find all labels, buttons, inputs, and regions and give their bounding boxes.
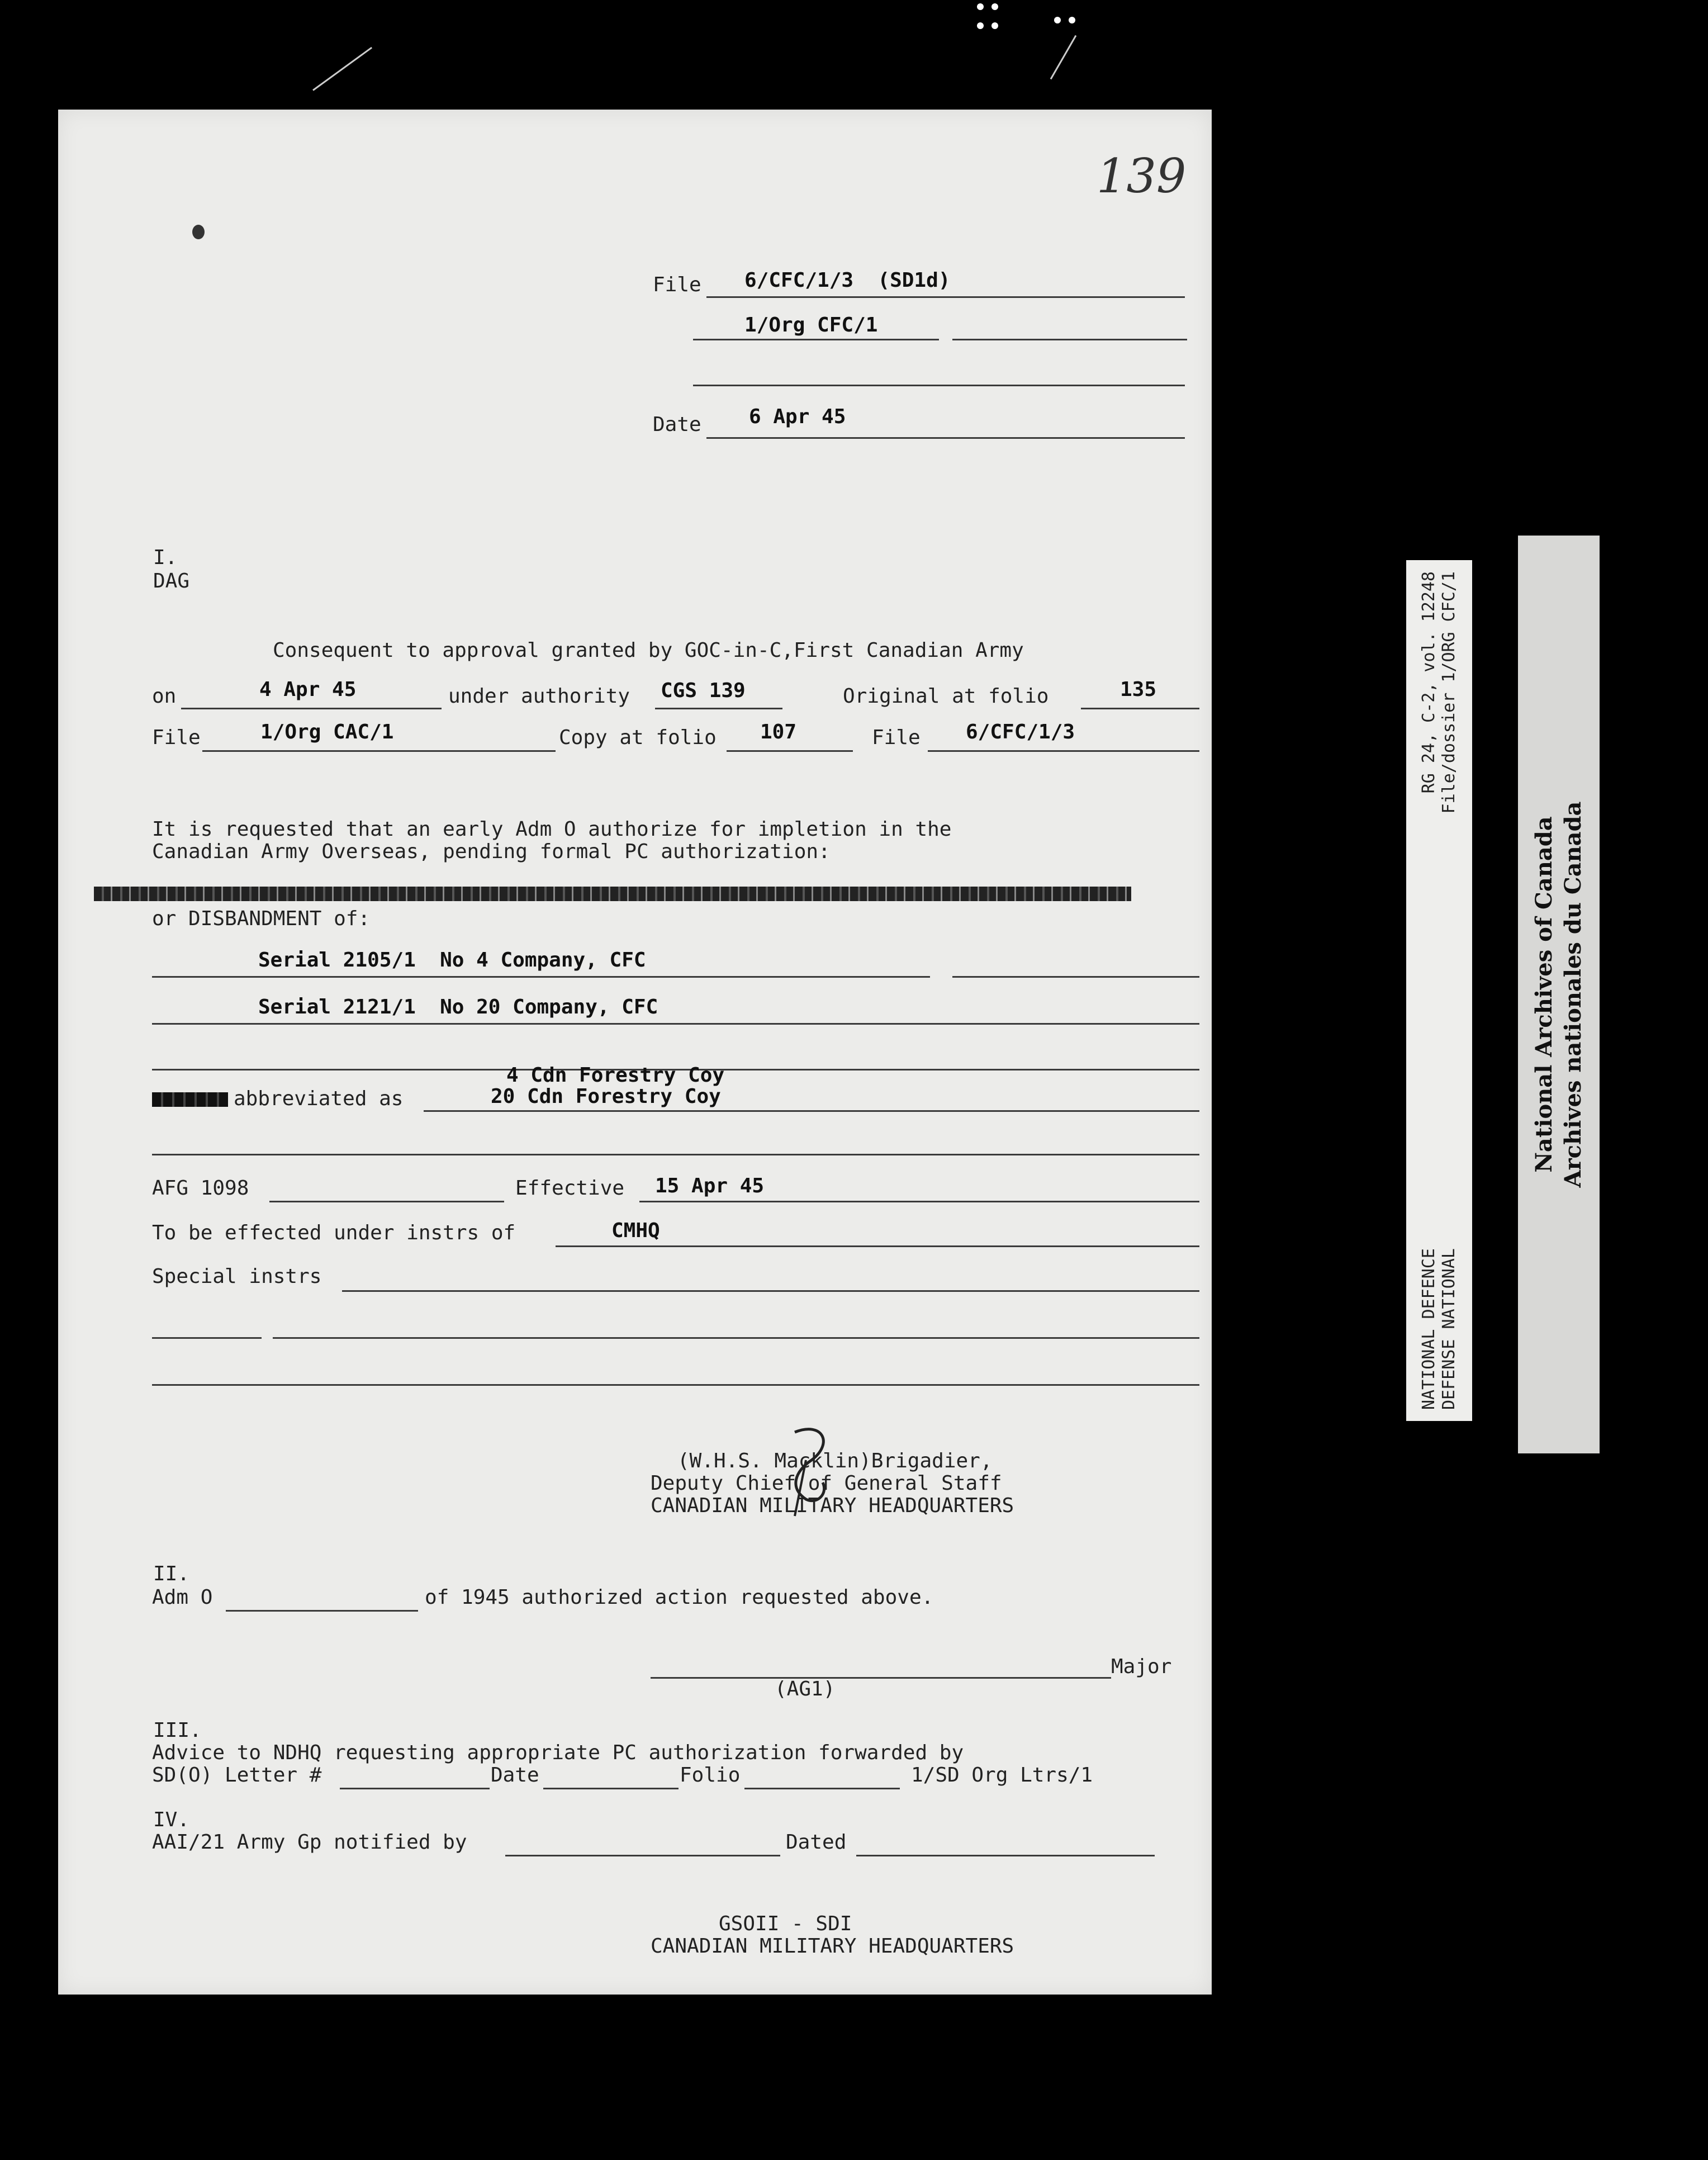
handwritten-signature xyxy=(772,1421,845,1522)
signature-line-1: (W.H.S. Macklin)Brigadier, xyxy=(677,1450,993,1472)
file-ref-1: 6/CFC/1/3 (SD1d) xyxy=(744,269,951,292)
part2-numeral: II. xyxy=(153,1562,190,1585)
intro-text: Consequent to approval granted by GOC-in-C,First Canadian Army xyxy=(273,639,1024,662)
signature-line-3: CANADIAN MILITARY HEADQUARTERS xyxy=(651,1494,1014,1517)
effective-label: Effective xyxy=(515,1177,625,1200)
rule xyxy=(152,976,930,978)
part3-ref: 1/SD Org Ltrs/1 xyxy=(911,1764,1093,1787)
adm-label: Adm O xyxy=(152,1586,213,1609)
footer-line-1: GSOII - SDI xyxy=(719,1912,852,1935)
rule xyxy=(556,1245,1199,1247)
copy-value: 107 xyxy=(760,721,797,743)
on-value: 4 Apr 45 xyxy=(259,678,357,701)
archive-reference-label xyxy=(1406,560,1472,1421)
copy-label: Copy at folio xyxy=(559,726,717,749)
footer-line-2: CANADIAN MILITARY HEADQUARTERS xyxy=(651,1935,1014,1958)
scan-dot xyxy=(991,3,998,10)
rule xyxy=(1081,708,1199,709)
file-ref-2: 1/Org CFC/1 xyxy=(744,314,878,337)
addressee: DAG xyxy=(153,570,190,593)
archive-ref-line-3: NATIONAL DEFENCE xyxy=(1419,1248,1439,1410)
original-value: 135 xyxy=(1120,678,1157,701)
ink-spot xyxy=(192,225,205,239)
scan-dot xyxy=(1054,17,1061,23)
serial-1: Serial 2105/1 No 4 Company, CFC xyxy=(258,949,646,972)
date-label: Date xyxy=(653,413,701,436)
file-label-2: File xyxy=(152,726,201,749)
rule xyxy=(952,976,1199,978)
authority-label: under authority xyxy=(448,685,630,708)
abbrev-1: 4 Cdn Forestry Coy xyxy=(506,1064,725,1087)
scan-dot xyxy=(977,3,984,10)
part3-date-label: Date xyxy=(491,1764,539,1787)
rule xyxy=(639,1201,1199,1202)
part2-text: of 1945 authorized action requested above. xyxy=(425,1586,934,1609)
instrs-value: CMHQ xyxy=(611,1219,660,1242)
notified-label: AAI/21 Army Gp notified by xyxy=(152,1831,467,1854)
rule xyxy=(273,1337,1199,1339)
abbrev-2: 20 Cdn Forestry Coy xyxy=(491,1085,721,1108)
folio-label: Folio xyxy=(680,1764,741,1787)
rule xyxy=(152,1023,1199,1025)
effective-value: 15 Apr 45 xyxy=(655,1174,765,1197)
rule xyxy=(928,750,1199,752)
rule xyxy=(693,385,1185,386)
scan-scratch xyxy=(312,47,372,91)
signature-line-2: Deputy Chief of General Staff xyxy=(651,1472,1002,1495)
file2-value: 6/CFC/1/3 xyxy=(966,721,1075,743)
part3-numeral: III. xyxy=(153,1719,202,1742)
rule xyxy=(340,1788,490,1789)
scan-dot xyxy=(991,22,998,29)
part4-numeral: IV. xyxy=(153,1808,190,1831)
authority-value: CGS 139 xyxy=(661,679,746,702)
archive-name-en: National Archives of Canada xyxy=(1531,816,1557,1173)
rule xyxy=(856,1855,1155,1856)
rule xyxy=(181,708,442,709)
original-label: Original at folio xyxy=(843,685,1049,708)
scan-dot xyxy=(977,22,984,29)
rule xyxy=(505,1855,780,1856)
dated-label: Dated xyxy=(786,1831,847,1854)
afg-label: AFG 1098 xyxy=(152,1177,249,1200)
rule xyxy=(543,1788,679,1789)
date-value: 6 Apr 45 xyxy=(749,405,846,428)
file-value: 1/Org CAC/1 xyxy=(260,721,394,743)
scan-scratch xyxy=(1050,35,1077,79)
rule xyxy=(952,339,1187,340)
struck-word xyxy=(152,1092,228,1107)
rule xyxy=(152,1154,1199,1155)
rule xyxy=(342,1290,1199,1292)
archive-name-fr: Archives nationales du Canada xyxy=(1560,801,1586,1188)
rule xyxy=(152,1384,1199,1386)
on-label: on xyxy=(152,685,177,708)
rule xyxy=(202,750,556,752)
rule xyxy=(651,1677,1111,1679)
archive-ref-line-1: RG 24, C-2, vol. 12248 xyxy=(1419,571,1439,794)
document-page xyxy=(58,110,1212,1995)
rank: Major xyxy=(1111,1655,1172,1678)
file2-label: File xyxy=(872,726,921,749)
rule xyxy=(744,1788,900,1789)
part1-numeral: I. xyxy=(153,546,178,569)
rule xyxy=(269,1201,504,1202)
archive-ref-line-2: File/dossier 1/ORG CFC/1 xyxy=(1439,571,1459,814)
rule xyxy=(424,1110,1199,1112)
rule xyxy=(706,437,1185,439)
struck-through-line xyxy=(94,887,1131,901)
rule xyxy=(655,708,782,709)
rule xyxy=(152,1337,262,1339)
instrs-label: To be effected under instrs of xyxy=(152,1221,516,1244)
scan-dot xyxy=(1069,17,1075,23)
part3-line-1: Advice to NDHQ requesting appropriate PC authorization forwarded by xyxy=(152,1741,964,1764)
disbandment-label: or DISBANDMENT of: xyxy=(152,907,371,930)
national-archives-label xyxy=(1518,536,1600,1453)
rule xyxy=(693,339,939,340)
office: (AG1) xyxy=(775,1678,836,1700)
rule xyxy=(727,750,853,752)
request-line-1: It is requested that an early Adm O authorize for impletion in the xyxy=(152,818,952,841)
archive-ref-line-4: DEFENSE NATIONAL xyxy=(1439,1248,1459,1410)
sd-label: SD(O) Letter # xyxy=(152,1764,322,1787)
abbrev-label: abbreviated as xyxy=(234,1087,404,1110)
rule xyxy=(706,296,1185,298)
file-label: File xyxy=(653,273,701,296)
folio-number: 139 xyxy=(1097,149,1187,203)
serial-2: Serial 2121/1 No 20 Company, CFC xyxy=(258,996,658,1019)
request-line-2: Canadian Army Overseas, pending formal PC authorization: xyxy=(152,840,831,863)
special-label: Special instrs xyxy=(152,1265,322,1288)
rule xyxy=(226,1610,418,1612)
